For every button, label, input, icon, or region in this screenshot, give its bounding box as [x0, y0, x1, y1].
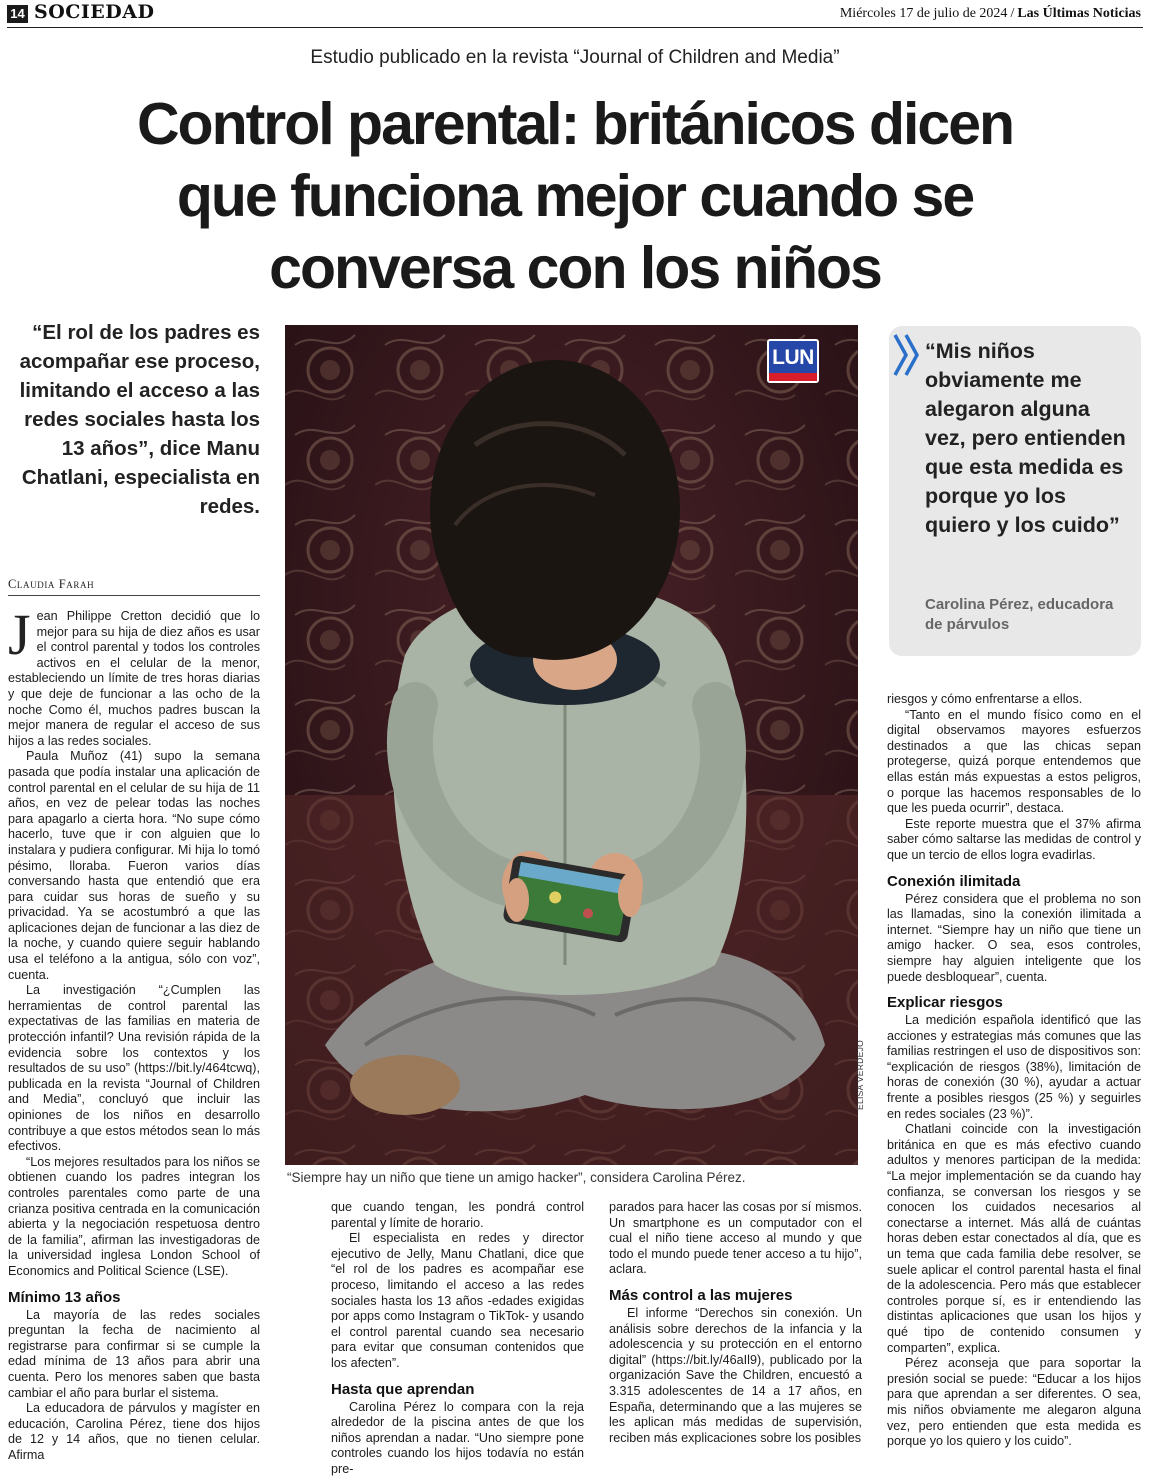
lun-logo-bar — [769, 373, 817, 381]
paragraph-12: riesgos y cómo enfrentarse a ellos. — [887, 692, 1083, 706]
subhead-hasta-que-aprendan: Hasta que aprendan — [331, 1380, 475, 1398]
issue-date: Miércoles 17 de julio de 2024 — [839, 6, 1008, 21]
headline-line-2: que funciona mejor cuando se — [176, 163, 974, 229]
paragraph-15: Pérez considera que el problema no son las llamadas, sino la conexión ilimitada a internet. “Siempre hay un niño que tiene un amigo hacker. O sea, esos controles, siempre hay alguien inteligente que los puede desbloquear”, cuenta. — [887, 891, 1141, 984]
article-column-1 — [8, 602, 260, 1463]
headline-line-1: Control parental: británicos dicen — [136, 91, 1014, 157]
drop-cap: J — [8, 602, 31, 667]
headline-line-3: conversa con los niños — [269, 235, 881, 301]
subhead-minimo-13: Mínimo 13 años — [8, 1288, 121, 1306]
subhead-conexion-ilimitada: Conexión ilimitada — [887, 872, 1021, 890]
paragraph-4: “Los mejores resultados para los niños se obtienen cuando los padres integran los controles parentales como parte de una crianza positiva centrada en la comunicación abierta y la negociación respetuosa dentro de la familia”, afirman las investigadoras de la universidad inglesa London School of Economics and Political Science (LSE). — [8, 1154, 260, 1278]
article-column-3 — [609, 1200, 862, 1446]
author-name: Claudia Farah — [8, 577, 95, 591]
paragraph-5: La mayoría de las redes sociales preguntan la fecha de nacimiento al registrarse para confirmar si se cumple la edad mínima de 13 años para abrir una cuenta. Pero los menores saben que basta cambiar el año para burlar el sistema. — [8, 1307, 260, 1400]
subhead-explicar-riesgos: Explicar riesgos — [887, 994, 1003, 1012]
lun-logo — [767, 339, 819, 383]
paragraph-18: Pérez aconseja que para soportar la presión social se puede: “Educar a los hijos para que aprendan a ser diferentes. O sea, mis niños obviamente me alegaron alguna vez, pero entienden que esta medida es porque yo los quiero y los cuido”. — [887, 1356, 1141, 1449]
pull-quote-left: “El rol de los padres es acompañar ese proceso, limitando el acceso a las redes sociales hasta los 13 años”, dice Manu Chatlani, especialista en redes. — [19, 321, 260, 518]
headline — [40, 88, 1110, 304]
page-number: 14 — [7, 5, 28, 23]
lun-logo-text: LUN — [772, 346, 814, 369]
dateline-separator: / — [1010, 6, 1015, 21]
paragraph-2: Paula Muñoz (41) supo la semana pasada que podía instalar una aplicación de control parental en el celular de su hija de 11 años, en vez de pelear todas las noches para apagarlo a cierta hora. “No supe cómo hacerlo, tuve que ir con alguien que lo instalara y pudiera configurar. Mi hija lo tomó pésimo, lloraba. Fueron varios días conversando hasta que entendió que era para cuidar sus horas de sueño y su privacidad. Ya se acostumbró a que las aplicaciones dejan de funcionar a las diez de la noche, y cuando quiere seguir hablando usa el teléfono a la antigua, sólo con voz”, cuenta. — [8, 749, 260, 982]
paragraph-9: Carolina Pérez lo compara con la reja alrededor de la piscina antes de que los niños aprendan a nadar. “Uno siempre pone controles cuando los hijos todavía no están pre- — [331, 1399, 584, 1476]
subhead-mas-control: Más control a las mujeres — [609, 1286, 793, 1304]
paragraph-6: La educadora de párvulos y magíster en educación, Carolina Pérez, tiene dos hijos de 12 y 14 años, que no tienen celular. Afirma — [8, 1401, 260, 1462]
photo-credit: ELISA VERDEJO — [855, 1039, 865, 1110]
quote-box-text: “Mis niños obviamente me alegaron alguna vez, pero entienden que esta medida es porque yo los quiero y los cuido” — [925, 339, 1126, 537]
publication-name: Las Últimas Noticias — [1017, 6, 1141, 21]
paragraph-16: La medición española identificó que las acciones y estrategias más comunes que las familias restringen el uso de dispositivos son: “explicación de riesgos (38%), limitación de horas de conexión (30 %), ayudar a actuar frente a posibles riesgos (25 %) y seguirles en redes sociales (23 %)”. — [887, 1013, 1141, 1121]
paragraph-1-text: ean Philippe Cretton decidió que lo mejor para su hija de diez años es usar el control parental y todos los controles activos en el celular de la menor, estableciendo un límite de tres horas diarias y que deje de funcionar a las ocho de la noche Como él, muchos padres buscan la mejor manera de regular el acceso de sus hijos a las redes sociales. — [8, 609, 260, 748]
paragraph-7: que cuando tengan, les pondrá control parental y límite de horario. — [331, 1200, 584, 1230]
article-column-4 — [887, 692, 1141, 1450]
photo-caption: “Siempre hay un niño que tiene un amigo hacker”, considera Carolina Pérez. — [287, 1170, 746, 1185]
article-column-2 — [331, 1200, 584, 1478]
paragraph-8: El especialista en redes y director ejecutivo de Jelly, Manu Chatlani, dice que “el rol de los padres es acompañar ese proceso, limitando el acceso a las redes sociales hasta los 13 años -edades exigidas por apps como Instagram o TikTok- y usando el control parental cuando sea necesario para evitar que consuman contenidos que los afecten”. — [331, 1231, 584, 1370]
header-rule — [7, 27, 1143, 28]
quote-box-attribution: Carolina Pérez, educadora de párvulos — [925, 596, 1114, 633]
section-name: SOCIEDAD — [34, 1, 155, 23]
main-photo — [285, 325, 858, 1165]
paragraph-17: Chatlani coincide con la investigación británica en que es más efectivo cuando adultos y menores participan de la medida: “La mejor implementación se da cuando hay confianza, se conversan los riesgos y se conocen los cuidados necesarios al conectarse a internet. Más allá de cuántas horas deben estar conectados al día, que es un tema que cada familia debe resolver, se suele aplicar el control parental hasta el final de la adolescencia. Pero más que establecer controles porque sí, es ir entendiendo las distintas aplicaciones que usan los hijos y qué tipo de contenido consumen y comparten”, explica. — [887, 1122, 1141, 1355]
paragraph-3: La investigación “¿Cumplen las herramientas de control parental las expectativas de las familias en materia de protección infantil? Una revisión rápida de la evidencia sobre los contextos y los resultados de su uso” (https://bit.ly/464tcwq), publicada en la revista “Journal of Children and Media”, concluyó que incluir las opiniones de los niños en desarrollo contribuye a que estos métodos sean lo más efectivos. — [8, 983, 260, 1154]
dateline — [840, 6, 1141, 22]
paragraph-11: El informe “Derechos sin conexión. Un análisis sobre derechos de la infancia y la adolescencia y su protección en el entorno digital” (https://bit.ly/46aIl9), publicado por la organización Save the Children, encuestó a 3.315 adolescentes de 14 a 17 años, en España, determinando que a las mujeres se les aplican más medidas de supervisión, reciben más explicaciones sobre los posibles — [609, 1305, 862, 1445]
paragraph-10: parados para hacer las cosas por sí mismos. Un smartphone es un computador con el cual el niño tiene acceso al mundo y que todo el mundo puede tener acceso a tu hijo”, aclara. — [609, 1200, 862, 1277]
child-with-phone-illustration — [285, 325, 858, 1165]
double-chevron-icon — [891, 332, 923, 378]
byline — [8, 577, 260, 596]
paragraph-1 — [8, 602, 260, 749]
kicker: Estudio publicado en la revista “Journal of Children and Media” — [310, 47, 840, 68]
paragraph-14: Este reporte muestra que el 37% afirma saber cómo saltarse las medidas de control y que un tercio de ellos logra evadirlas. — [887, 816, 1141, 862]
paragraph-13: “Tanto en el mundo físico como en el digital observamos mayores esfuerzos destinados a que las chicas sepan protegerse, quizá porque entendemos que ellas están más expuestas a estos peligros, o porque las hacemos responsables de lo que les pueda ocurrir”, destaca. — [887, 707, 1141, 816]
